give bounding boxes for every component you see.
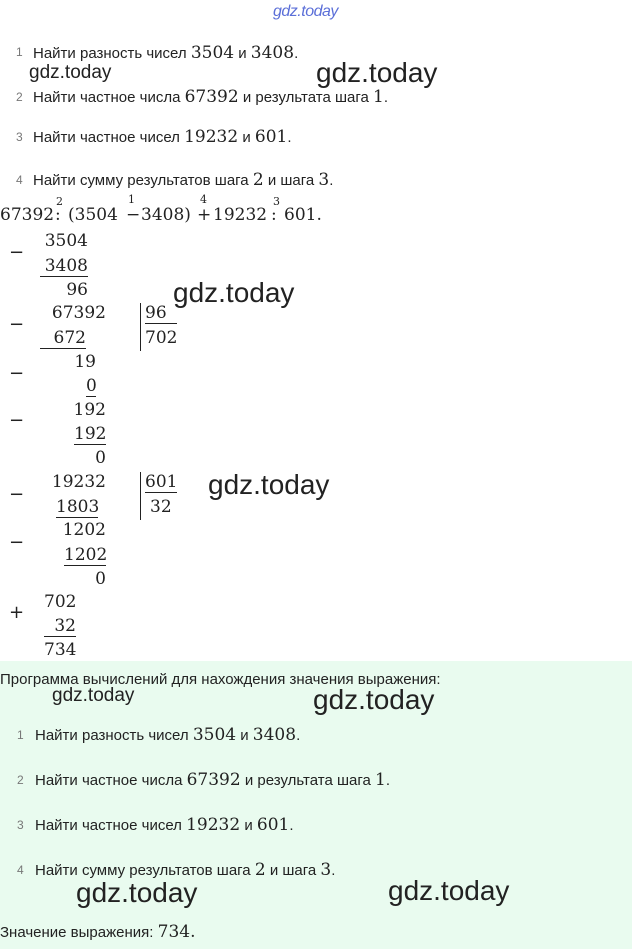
- divisor: 96: [145, 303, 177, 324]
- remainder: 192: [73, 400, 106, 420]
- minus-sign: −: [9, 484, 25, 505]
- watermark: gdz.today: [388, 875, 510, 906]
- step-text: Найти сумму результатов шага 2 и шага 3.: [33, 170, 334, 190]
- watermark: gdz.today: [173, 277, 295, 308]
- watermark: gdz.today: [316, 57, 438, 88]
- expr-term: 19232: [213, 205, 268, 225]
- expr-order: 2: [56, 195, 63, 208]
- partial-product: 1202: [64, 545, 108, 565]
- expr-term: 601.: [284, 205, 322, 225]
- minus-sign: −: [9, 410, 25, 431]
- step-number: 4: [17, 863, 24, 877]
- step-text: Найти частное числа 67392 и результата шага 1.: [35, 770, 390, 790]
- plus-sign: +: [9, 602, 25, 623]
- subtrahend: 3408: [40, 256, 88, 277]
- step-text: Найти частное чисел 19232 и 601.: [35, 815, 294, 835]
- divisor: 601: [145, 472, 178, 492]
- dividend: 67392: [51, 303, 106, 323]
- expr-order: 1: [128, 193, 135, 206]
- minus-sign: −: [9, 363, 25, 384]
- quotient: 702: [145, 328, 178, 348]
- remainder: 1202: [62, 520, 106, 540]
- step-text: Найти сумму результатов шага 2 и шага 3.: [35, 860, 336, 880]
- addend: 32: [44, 616, 76, 637]
- sum: 734: [44, 640, 77, 660]
- answer-value: 734.: [157, 922, 196, 942]
- dividend: 19232: [51, 472, 106, 492]
- addend: 702: [44, 592, 77, 612]
- step-number: 1: [16, 45, 23, 59]
- watermark: gdz.today: [52, 685, 135, 706]
- watermark: gdz.today: [76, 877, 198, 908]
- expr-operator: −: [126, 205, 141, 225]
- step-text: Найти частное чисел 19232 и 601.: [33, 127, 292, 147]
- expr-operator: :: [271, 205, 277, 225]
- program-title: Программа вычислений для нахождения значения выражения:: [0, 671, 441, 688]
- step-number: 2: [16, 90, 23, 104]
- partial-product: 192: [74, 424, 107, 444]
- expr-operator: +: [197, 205, 212, 225]
- difference: 96: [66, 280, 88, 300]
- division-bar: [140, 472, 141, 520]
- remainder: 19: [74, 352, 96, 372]
- site-logo[interactable]: gdz.today: [273, 3, 338, 20]
- partial-product: 0: [86, 376, 97, 396]
- minus-sign: −: [9, 242, 25, 263]
- minus-sign: −: [9, 314, 25, 335]
- step-number: 3: [16, 130, 23, 144]
- division-bar: [140, 303, 141, 351]
- watermark: gdz.today: [208, 469, 330, 500]
- expr-order: 4: [200, 193, 207, 206]
- step-number: 2: [17, 773, 24, 787]
- answer-line: [0, 922, 195, 942]
- quotient: 32: [150, 497, 172, 517]
- step-text: Найти разность чисел 3504 и 3408.: [35, 725, 301, 745]
- remainder: 0: [95, 448, 106, 468]
- expr-term: (3504: [68, 205, 118, 225]
- step-text: Найти разность чисел 3504 и 3408.: [33, 43, 299, 63]
- partial-product: 1803: [56, 497, 100, 517]
- answer-label: Значение выражения:: [0, 924, 158, 941]
- step-number: 4: [16, 173, 23, 187]
- expr-term: 3408): [141, 205, 191, 225]
- partial-product: 672: [40, 328, 86, 349]
- minuend: 3504: [44, 231, 88, 251]
- minus-sign: −: [9, 532, 25, 553]
- remainder: 0: [95, 569, 106, 589]
- step-number: 1: [17, 728, 24, 742]
- watermark: gdz.today: [29, 62, 112, 83]
- expr-operator: :: [55, 205, 61, 225]
- expr-order: 3: [273, 195, 280, 208]
- step-text: Найти частное числа 67392 и результата шага 1.: [33, 87, 388, 107]
- expr-term: 67392: [0, 205, 55, 225]
- step-number: 3: [17, 818, 24, 832]
- watermark: gdz.today: [313, 684, 435, 715]
